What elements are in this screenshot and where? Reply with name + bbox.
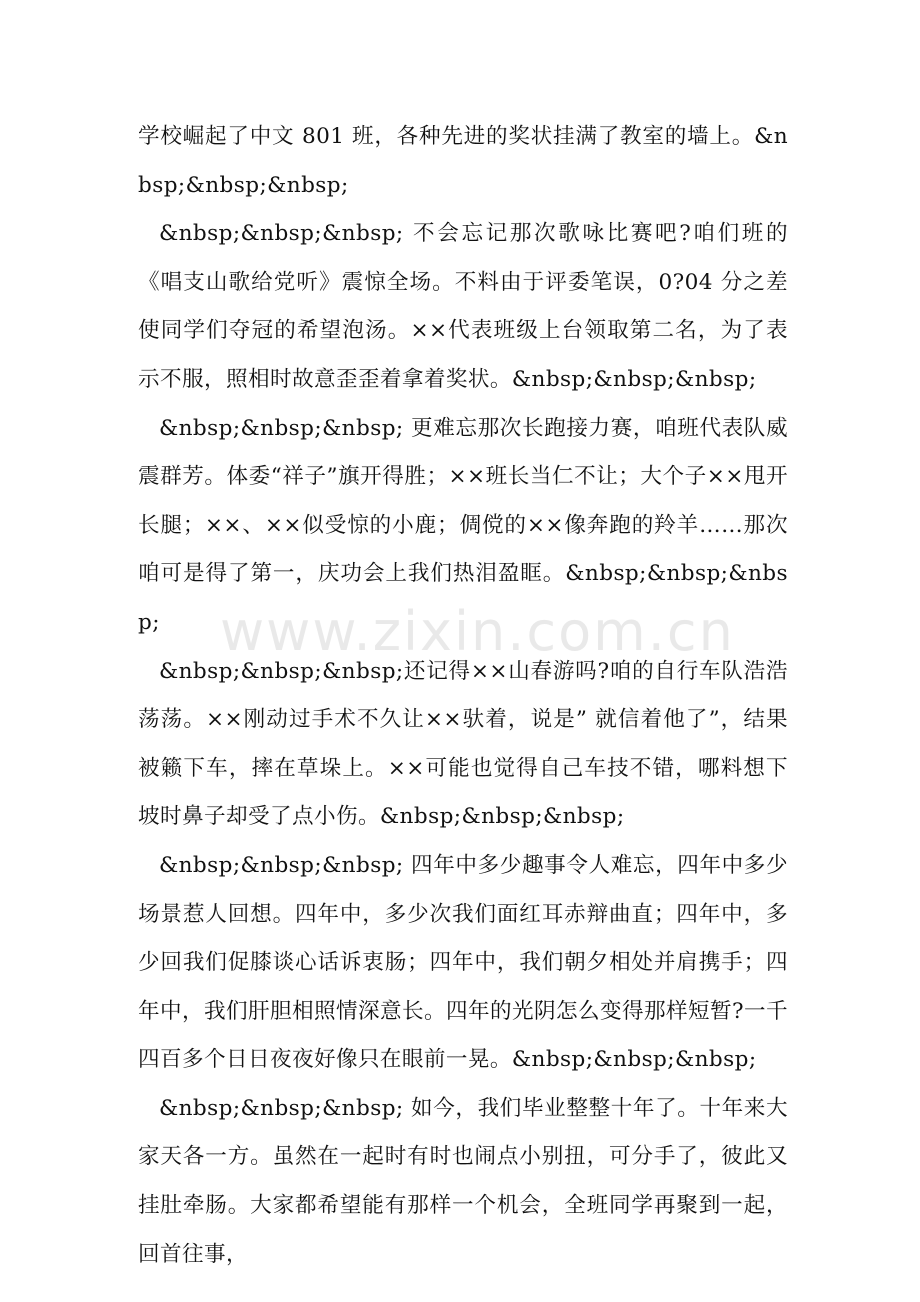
paragraph-5: &nbsp;&nbsp;&nbsp; 四年中多少趣事令人难忘，四年中多少场景惹人回想。四年中，多少次我们面红耳赤辩曲直；四年中，多少回我们促膝谈心话诉衷肠；四年中，我们朝夕相处并肩携手；四年中，我们肝胆相照情深意长。四年的光阴怎么变得那样短暂?一千四百多个日日夜夜好像只在眼前一晃。&nbsp;&nbsp;&nbsp; <box>138 852 788 1073</box>
paragraph-1: 学校崛起了中文 801 班，各种先进的奖状挂满了教室的墙上。&nbsp;&nbsp;&nbsp; <box>138 124 788 198</box>
watermark: www.zixin.com.cn <box>220 600 735 663</box>
paragraph-2: &nbsp;&nbsp;&nbsp; 不会忘记那次歌咏比赛吧?咱们班的《唱支山歌给党听》震惊全场。不料由于评委笔误，0?04 分之差使同学们夺冠的希望泡汤。××代表班级上台领取第二名，为了表示不服，照相时故意歪歪着拿着奖状。&nbsp;&nbsp;&nbsp; <box>138 221 788 392</box>
paragraph-3: &nbsp;&nbsp;&nbsp; 更难忘那次长跑接力赛，咱班代表队威震群芳。体委“祥子”旗开得胜；××班长当仁不让；大个子××甩开长腿；××、××似受惊的小鹿；倜傥的××像奔跑的羚羊……那次咱可是得了第一，庆功会上我们热泪盈眶。&nbsp;&nbsp;&nbsp; <box>138 415 788 635</box>
document-body <box>138 113 788 1279</box>
paragraph-6: &nbsp;&nbsp;&nbsp; 如今，我们毕业整整十年了。十年来大家天各一方。虽然在一起时有时也闹点小别扭，可分手了，彼此又挂肚牵肠。大家都希望能有那样一个机会，全班同学再聚到一起，回首往事， <box>138 1095 788 1267</box>
paragraph-4: &nbsp;&nbsp;&nbsp;还记得××山春游吗?咱的自行车队浩浩荡荡。××刚动过手术不久让××驮着，说是” 就信着他了”，结果被籁下车，摔在草垛上。××可能也觉得自己车技不错，哪料想下坡时鼻子却受了点小伤。&nbsp;&nbsp;&nbsp; <box>138 658 788 830</box>
